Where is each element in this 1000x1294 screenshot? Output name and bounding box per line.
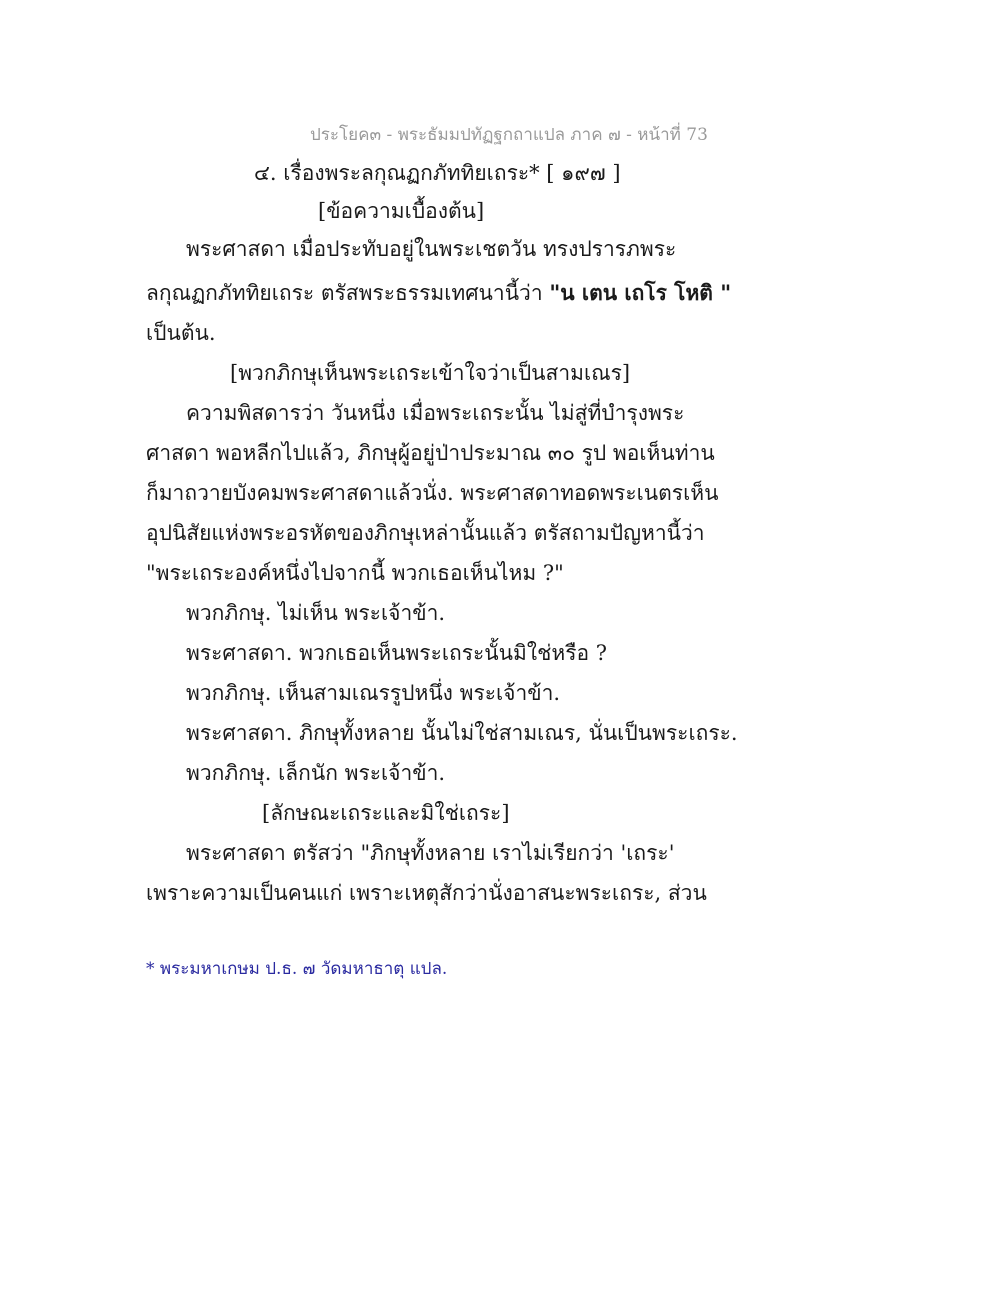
dialogue-line: พวกภิกษุ. เห็นสามเณรรูปหนึ่ง พระเจ้าข้า. [186, 681, 561, 705]
section-heading-intro: [ข้อความเบื้องต้น] [318, 199, 485, 223]
dialogue-line: พระศาสดา. พวกเธอเห็นพระเถระนั้นมิใช่หรือ ? [186, 641, 608, 665]
pali-quote: "น เตน เถโร โหติ " [549, 280, 732, 305]
story-title: ๔. เรื่องพระลกุณฏกภัททิยเถระ* [ ๑๙๗ ] [254, 161, 621, 185]
page-header: ประโยค๓ - พระธัมมปทัฏฐกถาแปล ภาค ๗ - หน้าที่ 73 [310, 125, 708, 145]
teaching-line-2: เพราะความเป็นคนแก่ เพราะเหตุสักว่านั่งอาสนะพระเถระ, ส่วน [146, 881, 707, 905]
teaching-line-1: พระศาสดา ตรัสว่า "ภิกษุทั้งหลาย เราไม่เรียกว่า 'เถระ' [186, 841, 675, 865]
section-heading-monks: [พวกภิกษุเห็นพระเถระเข้าใจว่าเป็นสามเณร] [230, 361, 631, 385]
story-line-3: ก็มาถวายบังคมพระศาสดาแล้วนั่ง. พระศาสดาทอดพระเนตรเห็น [146, 481, 719, 505]
section-heading-marks: [ลักษณะเถระและมิใช่เถระ] [262, 801, 510, 825]
story-line-1: ความพิสดารว่า วันหนึ่ง เมื่อพระเถระนั้น ไม่สู่ที่บำรุงพระ [186, 401, 685, 425]
dialogue-line: พวกภิกษุ. ไม่เห็น พระเจ้าข้า. [186, 601, 446, 625]
intro-line-2 [146, 278, 731, 308]
story-line-5: "พระเถระองค์หนึ่งไปจากนี้ พวกเธอเห็นไหม ?" [146, 561, 564, 585]
story-line-2: ศาสดา พอหลีกไปแล้ว, ภิกษุผู้อยู่ป่าประมาณ ๓๐ รูป พอเห็นท่าน [146, 441, 715, 465]
intro-line-3: เป็นต้น. [146, 321, 216, 345]
dialogue-line: พวกภิกษุ. เล็กนัก พระเจ้าข้า. [186, 761, 446, 785]
intro-line-2-text: ลกุณฏกภัททิยเถระ ตรัสพระธรรมเทศนานี้ว่า [146, 281, 550, 305]
story-line-4: อุปนิสัยแห่งพระอรหัตของภิกษุเหล่านั้นแล้ว ตรัสถามปัญหานี้ว่า [146, 521, 705, 545]
footnote: * พระมหาเกษม ป.ธ. ๗ วัดมหาธาตุ แปล. [146, 959, 448, 979]
intro-line-1: พระศาสดา เมื่อประทับอยู่ในพระเชตวัน ทรงปรารภพระ [186, 237, 677, 261]
dialogue-line: พระศาสดา. ภิกษุทั้งหลาย นั้นไม่ใช่สามเณร, นั่นเป็นพระเถระ. [186, 721, 738, 745]
